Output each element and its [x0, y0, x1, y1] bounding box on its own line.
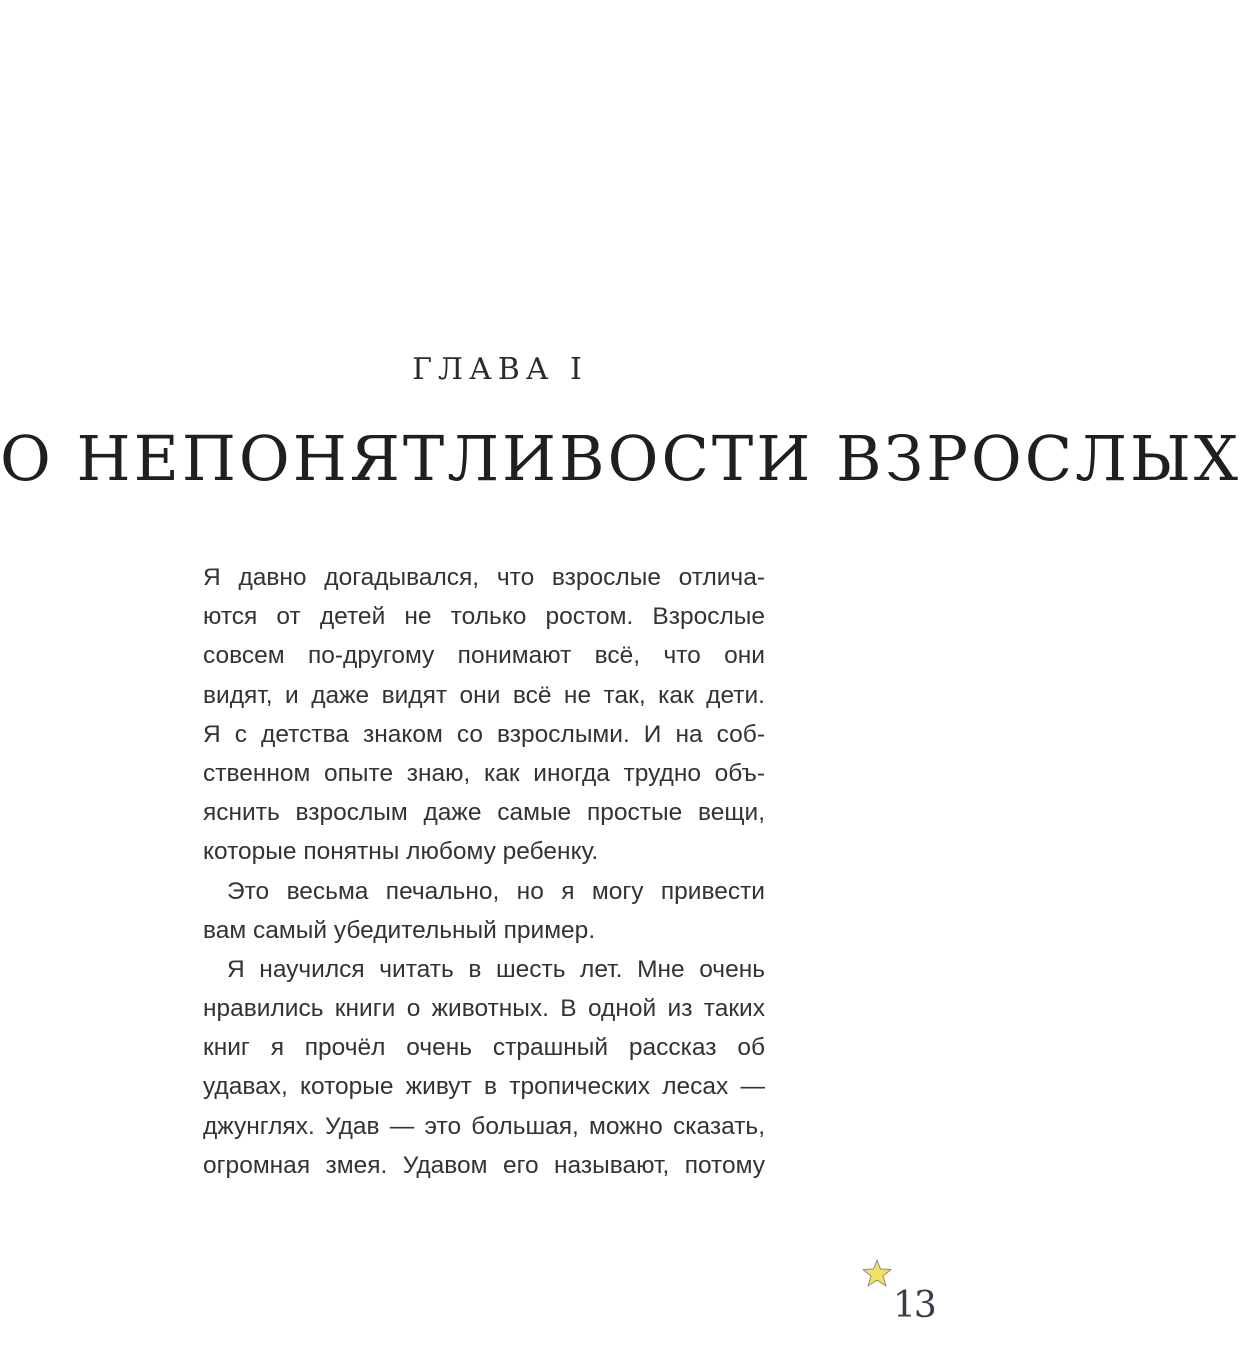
- text-line: яснить взрослым даже самые простые вещи,: [203, 799, 765, 827]
- text-line: огромная змея. Удавом его называют, потому: [203, 1151, 765, 1179]
- text-line: Это весьма печально, но я могу привести: [227, 877, 765, 905]
- text-line: ственном опыте знаю, как иногда трудно объ-: [203, 759, 765, 787]
- text-line: Я давно догадывался, что взрослые отлича-: [203, 564, 765, 591]
- text-line: Я научился читать в шесть лет. Мне очень: [227, 955, 765, 983]
- text-line: книг я прочёл очень страшный рассказ об: [203, 1034, 765, 1062]
- chapter-label: ГЛАВА I: [412, 352, 588, 387]
- text-line: удавах, которые живут в тропических лесах —: [203, 1073, 765, 1101]
- chapter-title: О НЕПОНЯТЛИВОСТИ ВЗРОСЛЫХ: [0, 422, 1241, 495]
- text-line: ются от детей не только ростом. Взрослые: [203, 603, 765, 631]
- text-line: видят, и даже видят они всё не так, как дети.: [203, 681, 765, 709]
- text-line: джунглях. Удав — это большая, можно сказать,: [203, 1112, 765, 1140]
- star-icon: [860, 1258, 894, 1288]
- text-line: совсем по-другому понимают всё, что они: [203, 642, 765, 670]
- text-line: которые понятны любому ребенку.: [203, 838, 599, 866]
- paragraph-3: [203, 950, 765, 1185]
- paragraph-2: [203, 872, 765, 950]
- text-line: Я с детства знаком со взрослыми. И на соб-: [203, 720, 765, 748]
- text-line: нравились книги о животных. В одной из таких: [203, 995, 765, 1023]
- page-number: 13: [893, 1285, 935, 1326]
- paragraph-1: [203, 558, 765, 872]
- body-text: [203, 558, 765, 1185]
- text-line: вам самый убедительный пример.: [203, 916, 596, 944]
